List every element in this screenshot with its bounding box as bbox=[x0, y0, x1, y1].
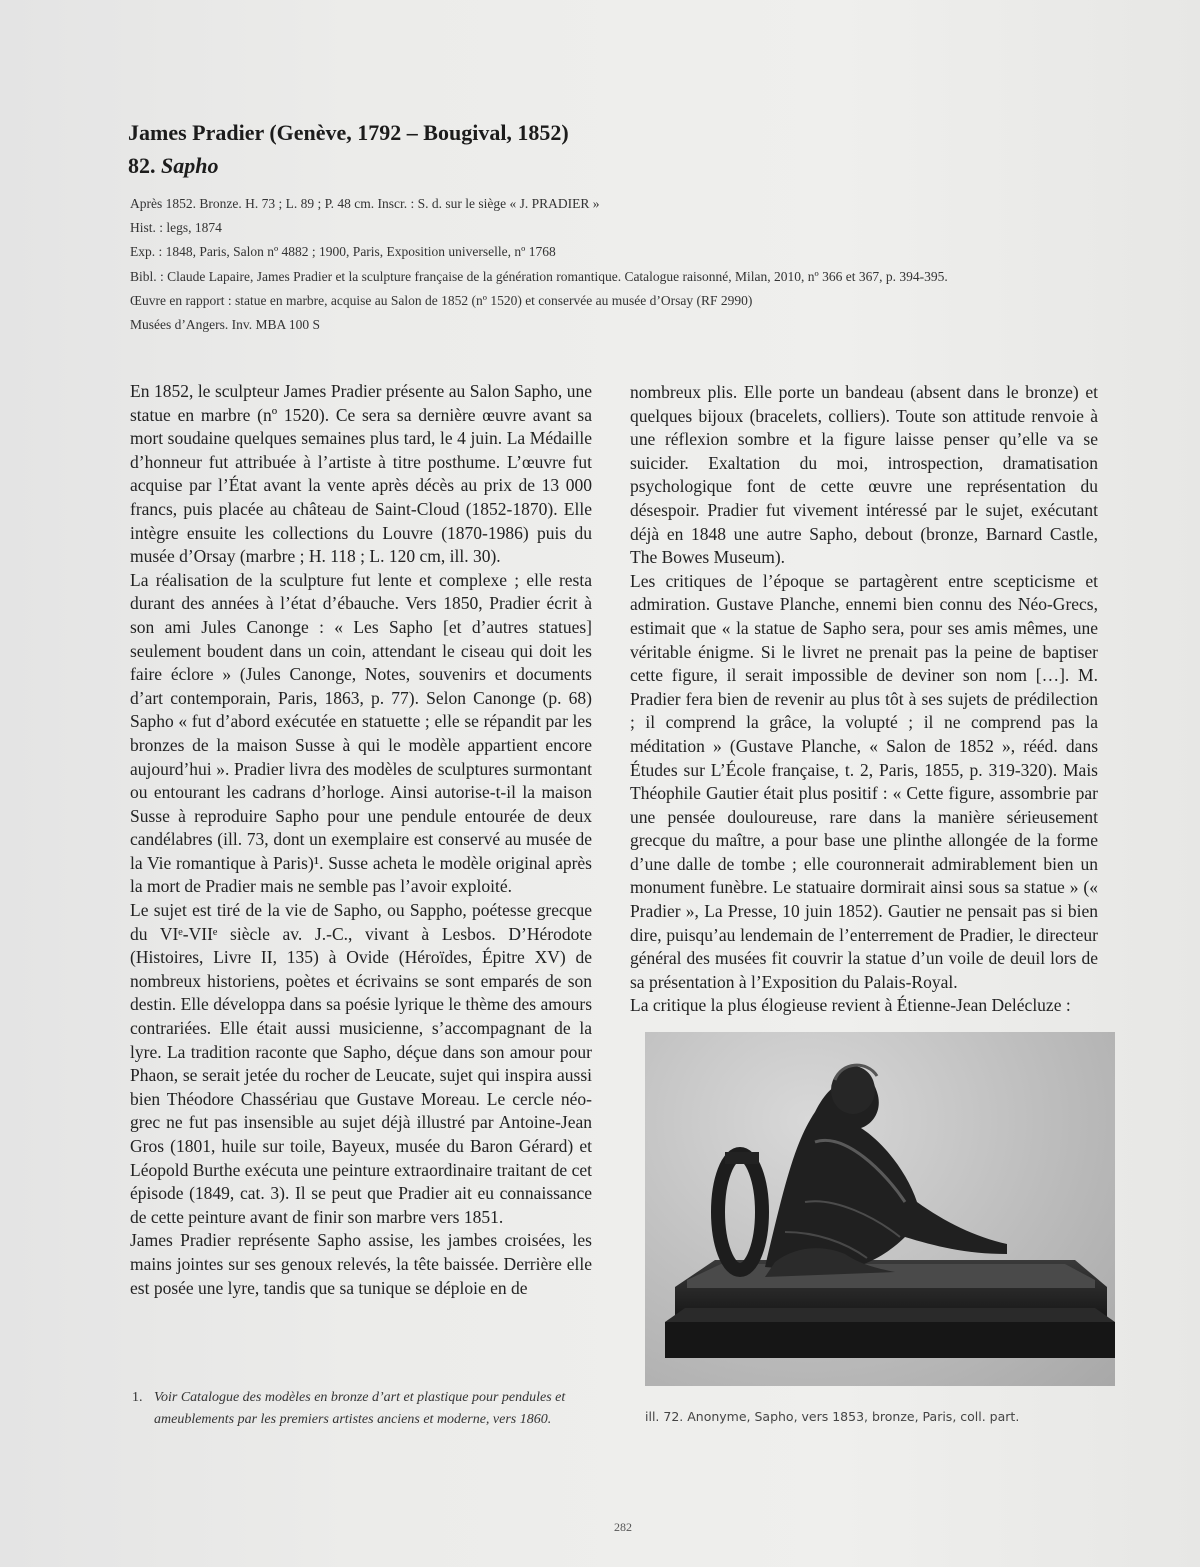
body-paragraph: Les critiques de l’époque se partagèrent entre scepticisme et admiration. Gustave Planche, ennemi bien connu des Néo-Grecs, estimait que « la statue de Sapho sera, pour ses amis mêmes, une véritable énigme. Si le livret ne prenait pas la peine de baptiser cette figure, il serait impossible de deviner son nom […]. M. Pradier fera bien de revenir au plus tôt à ses sujets de prédilection ; il comprend la grâce, la volupté ; il ne comprend pas la méditation » (Gustave Planche, « Salon de 1852 », rééd. dans Études sur L’École française, t. 2, Paris, 1855, p. 319-320). Mais Théophile Gautier était plus positif : « Cette figure, assombrie par une pensée douloureuse, rare dans la manière sérieusement grecque du maître, a pour base une plinthe allongée de la forme d’une dalle de tombe ; elle couronnerait admirablement bien un monument funèbre. Le statuaire dormirait ainsi sous sa statue » (« Pradier », La Presse, 10 juin 1852). Gautier ne pensait pas si bien dire, puisqu’au lendemain de l’enterrement de Pradier, le directeur général des musées fit couvrir la statue d’un voile de deuil lors de sa présentation à l’Exposition du Palais-Royal. bbox=[630, 570, 1098, 992]
meta-bibliography: Bibl. : Claude Lapaire, James Pradier et la sculpture française de la génération romantique. Catalogue raisonné, Milan, 2010, nº 366 et 367, p. 394-395. bbox=[130, 268, 948, 284]
right-text-column bbox=[630, 381, 1098, 1018]
meta-description: Après 1852. Bronze. H. 73 ; L. 89 ; P. 48 cm. Inscr. : S. d. sur le siège « J. PRADIER » bbox=[130, 196, 600, 211]
body-paragraph: nombreux plis. Elle porte un bandeau (absent dans le bronze) et quelques bijoux (bracelets, colliers). Toute son attitude renvoie à une réflexion sombre et la figure laisse penser qu’elle va se suicider. Exaltation du moi, introspection, dramatisation psychologique font de cette œuvre une représentation du désespoir. Pradier fut vivement intéressé par le sujet, exécutant déjà en 1848 une autre Sapho, debout (bronze, Barnard Castle, The Bowes Museum). bbox=[630, 382, 1098, 568]
body-paragraph: James Pradier représente Sapho assise, les jambes croisées, les mains jointes sur ses genoux relevés, la tête baissée. Derrière elle est posée une lyre, tandis que sa tunique se déploie en de bbox=[130, 1230, 592, 1298]
body-paragraph: La critique la plus élogieuse revient à Étienne-Jean Delécluze : bbox=[630, 995, 1071, 1016]
body-paragraph: Le sujet est tiré de la vie de Sapho, ou Sappho, poétesse grecque du VIᵉ-VIIᵉ siècle av. J.-C., vivant à Lesbos. D’Hérodote (Histoires, Livre II, 135) à Ovide (Héroïdes, Épitre XV) de nombreux historiens, poètes et écrivains se sont emparés de son destin. Elle développa dans sa poésie lyrique le thème des amours contrariées. Elle était aussi musicienne, s’accompagnant de la lyre. La tradition raconte que Sapho, déçue dans son amour pour Phaon, se serait jetée du rocher de Leucate, sujet qui inspira aussi bien Théodore Chassériau que Gustave Moreau. Le cercle néo-grec ne fut pas insensible au sujet déjà illustré par Antoine-Jean Gros (1801, huile sur toile, Bayeux, musée du Baron Gérard) et Léopold Burthe exécuta une peinture extraordinaire traitant de cet épisode (1849, cat. 3). Il se peut que Pradier ait eu connaissance de cette peinture avant de finir son marbre vers 1851. bbox=[130, 900, 592, 1227]
footnote-text: Voir Catalogue des modèles en bronze d’art et plastique pour pendules et ameublements par les premiers artistes anciens et moderne, vers 1860. bbox=[154, 1390, 566, 1427]
meta-history: Hist. : legs, 1874 bbox=[130, 220, 222, 236]
left-text-column bbox=[130, 380, 592, 1300]
footnote-number: 1. bbox=[132, 1390, 143, 1405]
footnote bbox=[132, 1387, 612, 1431]
page-title: James Pradier (Genève, 1792 – Bougival, 1852) bbox=[128, 120, 569, 145]
body-paragraph: La réalisation de la sculpture fut lente et complexe ; elle resta durant des années à l’état d’ébauche. Vers 1850, Pradier écrit à son ami Jules Canonge : « Les Sapho [et d’autres statues] seulement boudent dans un coin, attendant le ciseau qui doit les faire éclore » (Jules Canonge, Notes, souvenirs et documents d’art contemporain, Paris, 1863, p. 77). Selon Canonge (p. 68) Sapho « fut d’abord exécutée en statuette ; elle se répandit par les bronzes de la maison Susse à qui le modèle appartient encore aujourd’hui ». Pradier livra des modèles de sculptures surmontant ou entourant les cadrans d’horloge. Ainsi autorise-t-il la maison Susse à reproduire Sapho pour une pendule entourée de deux candélabres (ill. 73, dont un exemplaire est conservé au musée de la Vie romantique à Paris)¹. Susse acheta le modèle original après la mort de Pradier mais ne semble pas l’avoir exploité. bbox=[130, 569, 592, 897]
meta-exhibitions: Exp. : 1848, Paris, Salon nº 4882 ; 1900, Paris, Exposition universelle, nº 1768 bbox=[130, 244, 556, 260]
meta-inventory: Musées d’Angers. Inv. MBA 100 S bbox=[130, 317, 320, 333]
page-number: 282 bbox=[614, 1520, 632, 1534]
figure-caption: ill. 72. Anonyme, Sapho, vers 1853, bronze, Paris, coll. part. bbox=[645, 1409, 1020, 1424]
entry-number: 82. bbox=[128, 153, 156, 178]
catalogue-metadata bbox=[130, 192, 950, 337]
sculpture-photograph bbox=[645, 1032, 1115, 1386]
body-paragraph: En 1852, le sculpteur James Pradier présente au Salon Sapho, une statue en marbre (nº 1520). Ce sera sa dernière œuvre avant sa mort soudaine quelques semaines plus tard, le 4 juin. La Médaille d’honneur fut attribuée à l’artiste à titre posthume. L’œuvre fut acquise par l’État avant la vente après décès au prix de 13 000 francs, puis placée au château de Saint-Cloud (1852-1870). Elle intègre ensuite les collections du Louvre (1870-1986) puis du musée d’Orsay (marbre ; H. 118 ; L. 120 cm, ill. 30). bbox=[130, 381, 592, 567]
bronze-sapho-image bbox=[645, 1032, 1115, 1386]
work-title: Sapho bbox=[161, 153, 219, 178]
catalogue-entry-title bbox=[128, 153, 218, 179]
meta-related-work: Œuvre en rapport : statue en marbre, acquise au Salon de 1852 (nº 1520) et conservée au musée d’Orsay (RF 2990) bbox=[130, 292, 753, 308]
